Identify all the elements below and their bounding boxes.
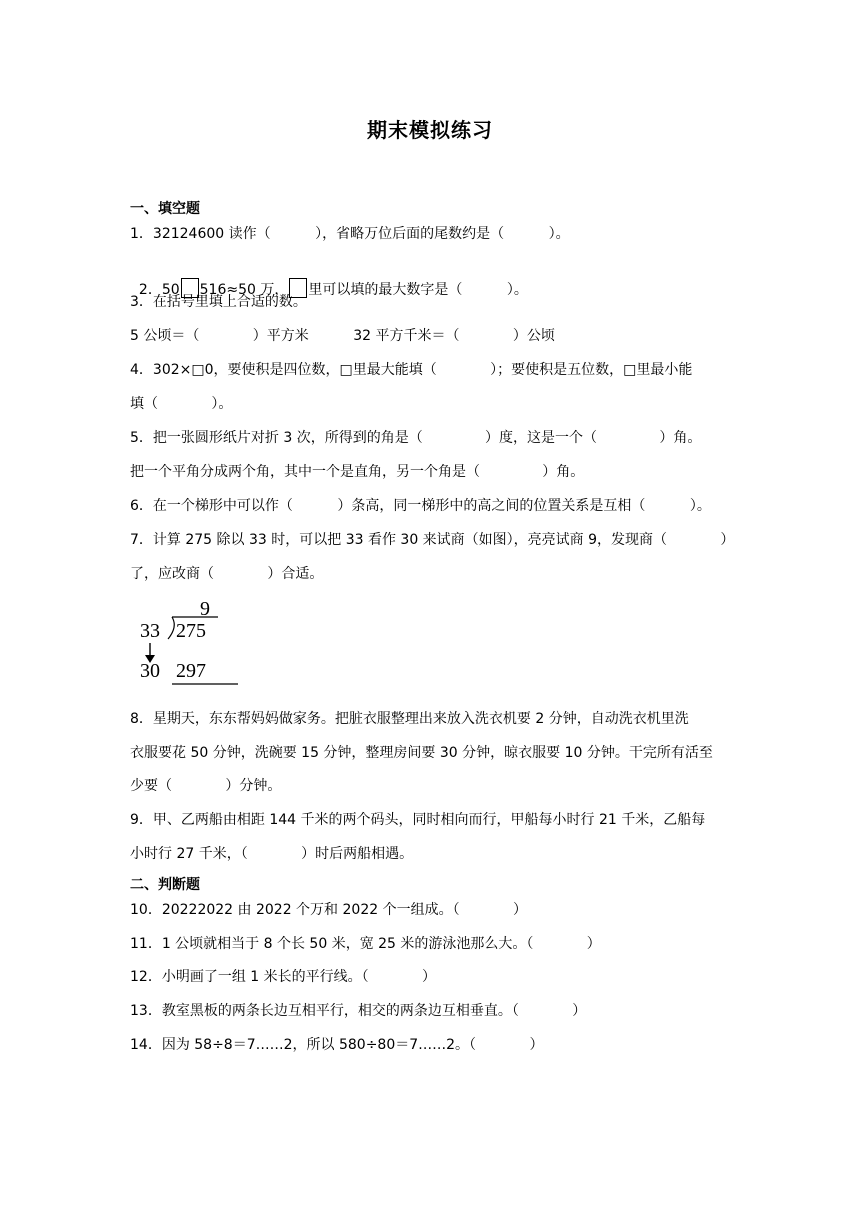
question-7-line-1: 7．计算 275 除以 33 时，可以把 33 看作 30 来试商（如图），亮亮试商 9，发现商（ ）: [130, 532, 735, 548]
question-2-part-b: 516≈50 万，: [199, 282, 289, 298]
question-3: 3．在括号里填上合适的数。: [130, 294, 307, 310]
division-bracket: [168, 617, 174, 639]
figure-dividend: 275: [176, 620, 206, 642]
question-11: 11．1 公顷就相当于 8 个长 50 米，宽 25 米的游泳池那么大。（ ）: [130, 936, 601, 952]
question-7-line-2: 了，应改商（ ）合适。: [130, 566, 324, 582]
question-12: 12．小明画了一组 1 米长的平行线。（ ）: [130, 969, 437, 985]
figure-approx-divisor: 30: [140, 660, 160, 682]
question-5-line-2: 把一个平角分成两个角，其中一个是直角，另一个角是（ ）角。: [130, 464, 585, 480]
figure-quotient: 9: [200, 598, 210, 620]
question-3-line: 5 公顷＝（ ）平方米 32 平方千米＝（ ）公顷: [130, 328, 555, 344]
figure-product: 297: [176, 660, 206, 682]
question-5-line-1: 5．把一张圆形纸片对折 3 次，所得到的角是（ ）度，这是一个（ ）角。: [130, 430, 702, 446]
long-division-figure: [138, 597, 248, 689]
question-13: 13．教室黑板的两条长边互相平行，相交的两条边互相垂直。（ ）: [130, 1003, 587, 1019]
question-10: 10．20222022 由 2022 个万和 2022 个一组成。（ ）: [130, 902, 527, 918]
page-title: 期末模拟练习: [367, 118, 493, 142]
question-9-line-2: 小时行 27 千米，（ ）时后两船相遇。: [130, 846, 414, 862]
question-6: 6．在一个梯形中可以作（ ）条高，同一梯形中的高之间的位置关系是互相（ ）。: [130, 498, 711, 514]
question-4-line-1: 4．302×□0，要使积是四位数，□里最大能填（ ）；要使积是五位数，□里最小能: [130, 362, 693, 378]
question-1: 1．32124600 读作（ ），省略万位后面的尾数约是（ ）。: [130, 226, 570, 242]
question-9-line-1: 9．甲、乙两船由相距 144 千米的两个码头，同时相向而行，甲船每小时行 21 千米，乙船每: [130, 812, 706, 828]
section-fill-in: 一、填空题: [130, 201, 200, 217]
figure-divisor: 33: [140, 620, 160, 642]
question-8-line-3: 少要（ ）分钟。: [130, 778, 282, 794]
question-8-line-1: 8．星期天，东东帮妈妈做家务。把脏衣服整理出来放入洗衣机要 2 分钟，自动洗衣机里洗: [130, 711, 689, 727]
question-2-part-c: 里可以填的最大数字是（ ）。: [308, 282, 528, 298]
question-2-part-a: 2．50: [138, 282, 180, 298]
question-8-line-2: 衣服要花 50 分钟，洗碗要 15 分钟，整理房间要 30 分钟，晾衣服要 10 分钟。干完所有活至: [130, 745, 713, 761]
section-true-false: 二、判断题: [130, 877, 200, 893]
question-4-line-2: 填（ ）。: [130, 396, 233, 412]
question-14: 14．因为 58÷8＝7……2，所以 580÷80＝7……2。（ ）: [130, 1037, 544, 1053]
